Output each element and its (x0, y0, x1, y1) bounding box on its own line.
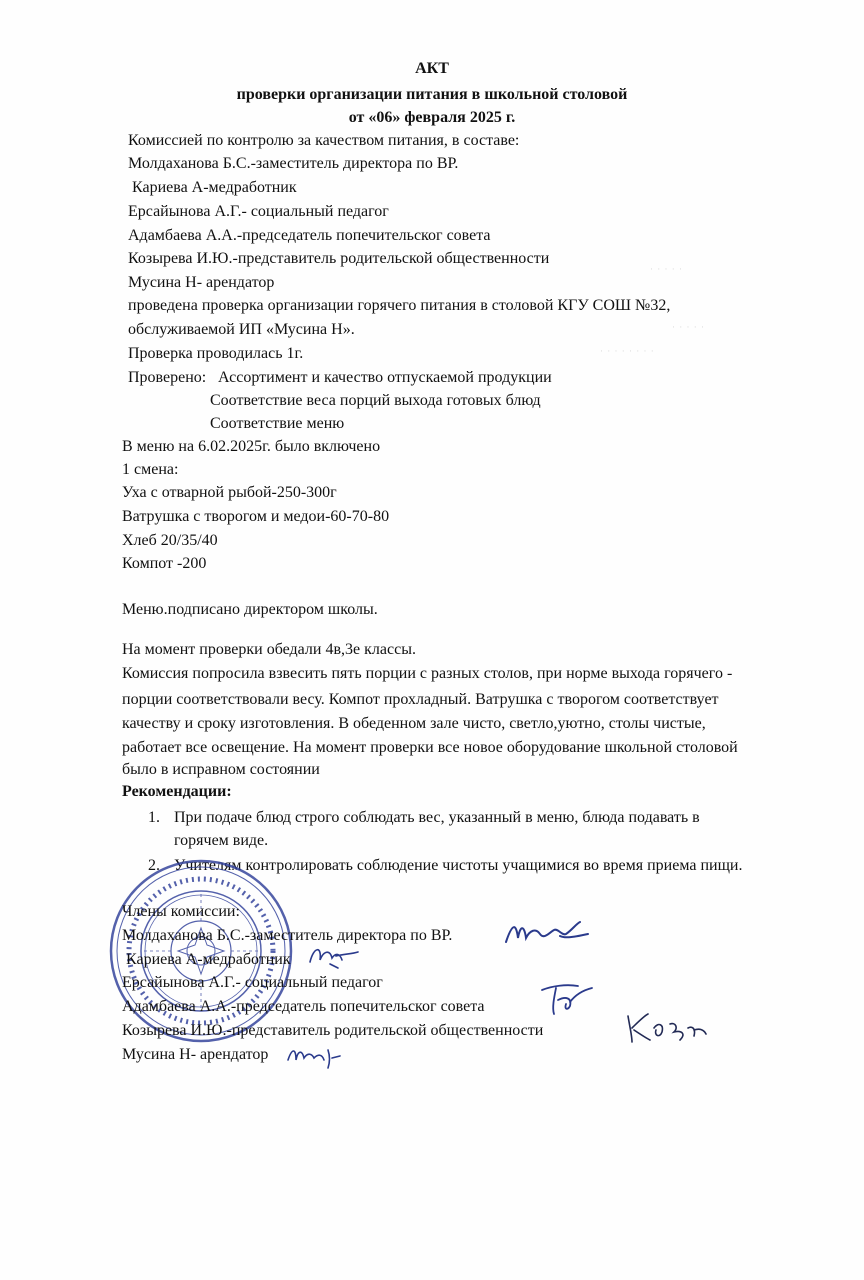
member-line: Мусина Н- арендатор (128, 274, 275, 291)
findings-line: качеству и сроку изготовления. В обеденном зале чисто, светло,уютно, столы чистые, (122, 715, 706, 732)
signature-member: Ерсайынова А.Г.- социальный педагог (122, 974, 383, 991)
member-line: Кариева А-медработник (132, 179, 297, 196)
signature-member: Адамбаева А.А.-председатель попечительског совета (122, 998, 485, 1015)
scan-artifact: · · · · · (650, 264, 683, 274)
signature-member: Козырева И.Ю.-представитель родительской общественности (122, 1022, 544, 1039)
checked-item: Соответствие веса порций выхода готовых блюд (210, 392, 541, 409)
findings-line: порции соответствовали весу. Компот прохладный. Ватрушка с творогом соответствует (122, 691, 719, 708)
member-line: Молдаханова Б.С.-заместитель директора по ВР. (128, 155, 459, 172)
scan-artifact: · · · · · · · · (600, 346, 655, 356)
scan-artifact: · · · · · (672, 322, 705, 332)
check-line: обслуживаемой ИП «Мусина Н». (128, 321, 355, 338)
menu-item: Ватрушка с творогом и медои-60-70-80 (122, 508, 390, 525)
handwritten-signature (306, 940, 362, 970)
recommendation-number: 2. (148, 857, 160, 874)
findings-line: работает все освещение. На момент проверки все новое оборудование школьной столовой (122, 739, 738, 756)
signature-member: Кариева А-медработник (126, 951, 291, 968)
document-date: от «06» февраля 2025 г. (348, 109, 516, 126)
member-line: Ерсайынова А.Г.- социальный педагог (128, 203, 389, 220)
lunch-line: На момент проверки обедали 4в,3е классы. (122, 641, 416, 658)
signature-member: Молдаханова Б.С.-заместитель директора по ВР. (122, 927, 453, 944)
checked-item: Ассортимент и качество отпускаемой продукции (218, 369, 552, 386)
handwritten-signature (500, 912, 592, 952)
handwritten-signature (536, 980, 600, 1020)
handwritten-signature (620, 1006, 712, 1050)
commission-line: Комиссией по контролю за качеством питания, в составе: (128, 132, 520, 149)
member-line: Адамбаева А.А.-председатель попечительског совета (128, 227, 491, 244)
shift-label: 1 смена: (122, 461, 179, 478)
member-line: Козырева И.Ю.-представитель родительской общественности (128, 250, 550, 267)
recommendations-heading: Рекомендации: (122, 783, 232, 800)
menu-intro: В меню на 6.02.2025г. было включено (122, 438, 381, 455)
document-subtitle: проверки организации питания в школьной столовой (236, 86, 628, 103)
handwritten-signature (284, 1040, 342, 1070)
recommendation-number: 1. (148, 809, 160, 826)
duration-line: Проверка проводилась 1г. (128, 345, 304, 362)
menu-signed: Меню.подписано директором школы. (122, 601, 378, 618)
signature-member: Мусина Н- арендатор (122, 1046, 269, 1063)
menu-item: Хлеб 20/35/40 (122, 532, 218, 549)
checked-label: Проверено: (128, 369, 207, 386)
recommendation-text: При подаче блюд строго соблюдать вес, указанный в меню, блюда подавать в (174, 809, 700, 826)
menu-item: Компот -200 (122, 555, 207, 572)
findings-line: было в исправном состоянии (122, 761, 320, 778)
recommendation-text: Учителям контролировать соблюдение чистоты учащимися во время приема пищи. (174, 857, 743, 874)
recommendation-text: горячем виде. (174, 832, 269, 849)
document-title: АКТ (415, 60, 449, 77)
menu-item: Уха с отварной рыбой-250-300г (122, 484, 337, 501)
signatures-heading: Члены комиссии: (122, 903, 240, 920)
checked-item: Соответствие меню (210, 415, 345, 432)
check-line: проведена проверка организации горячего питания в столовой КГУ СОШ №32, (128, 297, 671, 314)
findings-line: Комиссия попросила взвесить пять порции с разных столов, при норме выхода горячего - (122, 665, 733, 682)
